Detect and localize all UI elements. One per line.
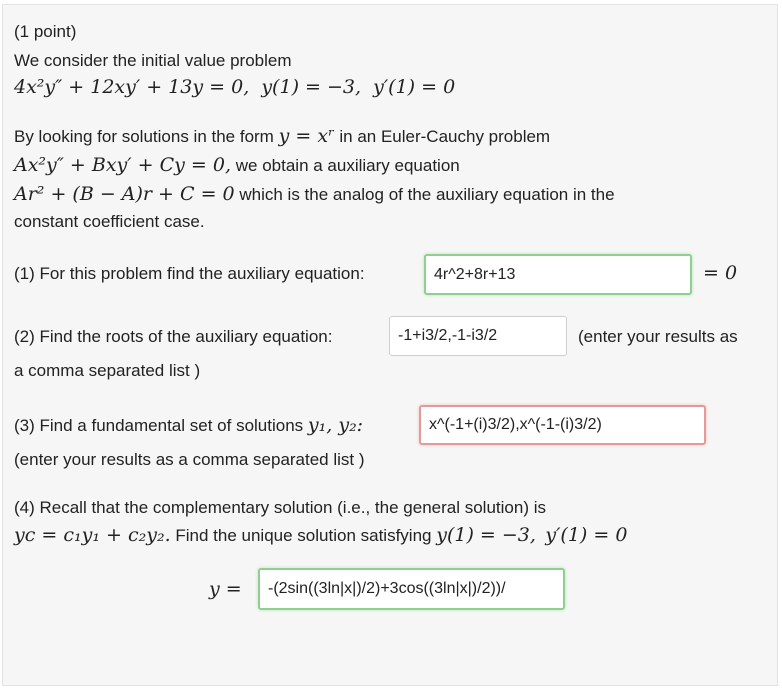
q1-prompt: (1) For this problem find the auxiliary equation: xyxy=(14,264,365,283)
intro-text: We consider the initial value problem xyxy=(14,51,292,70)
q4-condition-1: y(1) = −3, xyxy=(436,524,536,546)
points-label: (1 point) xyxy=(14,22,77,41)
auxiliary-equation-general: Ar² + (B − A)r + C = 0 xyxy=(14,183,235,205)
q4-line-2 xyxy=(14,525,627,546)
complementary-solution: yc = c₁y₁ + c₂y₂. xyxy=(14,524,171,546)
body-text: By looking for solutions in the form xyxy=(14,127,274,146)
solution-form: y = xʳ xyxy=(278,125,335,147)
q3-suffix: (enter your results as a comma separated list ) xyxy=(14,450,365,469)
euler-cauchy-equation: Ax²y″ + Bxy′ + Cy = 0, xyxy=(14,154,232,176)
q4-condition-2: y′(1) = 0 xyxy=(545,524,628,546)
q2-answer-field[interactable]: -1+i3/2,-1-i3/2 xyxy=(389,316,567,356)
body-line-4: constant coefficient case. xyxy=(14,212,205,231)
body-text: we obtain a auxiliary equation xyxy=(235,156,460,175)
q2-prompt: (2) Find the roots of the auxiliary equation: xyxy=(14,327,333,346)
body-line-1 xyxy=(14,126,550,147)
ivp-condition-2: y′(1) = 0 xyxy=(373,76,456,98)
body-line-2 xyxy=(14,155,460,176)
ivp-ode: 4x²y″ + 12xy′ + 13y = 0, xyxy=(14,76,250,98)
q3-prompt: (3) Find a fundamental set of solutions xyxy=(14,416,304,435)
q1-suffix: = 0 xyxy=(703,262,738,284)
q2-suffix-line-2: a comma separated list ) xyxy=(14,361,201,380)
body-text: which is the analog of the auxiliary equation in the xyxy=(239,185,615,204)
q4-prompt: (4) Recall that the complementary solution (i.e., the general solution) is xyxy=(14,498,546,517)
q3-prompt-line xyxy=(14,415,363,436)
body-text: in an Euler-Cauchy problem xyxy=(339,127,551,146)
q3-answer-field[interactable]: x^(-1+(i)3/2),x^(-1-(i)3/2) xyxy=(419,405,706,445)
ivp-condition-1: y(1) = −3, xyxy=(261,76,362,98)
problem-panel xyxy=(2,4,778,686)
q4-lhs: y = xyxy=(209,578,242,600)
q2-suffix: (enter your results as xyxy=(578,327,738,346)
body-line-3 xyxy=(14,184,615,205)
ivp-equation xyxy=(14,77,455,97)
q4-answer-field[interactable]: -(2sin((3ln|x|)/2)+3cos((3ln|x|)/2))/ xyxy=(258,568,565,610)
q1-answer-field[interactable]: 4r^2+8r+13 xyxy=(424,254,692,295)
q4-text: Find the unique solution satisfying xyxy=(175,526,432,545)
q3-vars: y₁, y₂: xyxy=(307,414,364,436)
